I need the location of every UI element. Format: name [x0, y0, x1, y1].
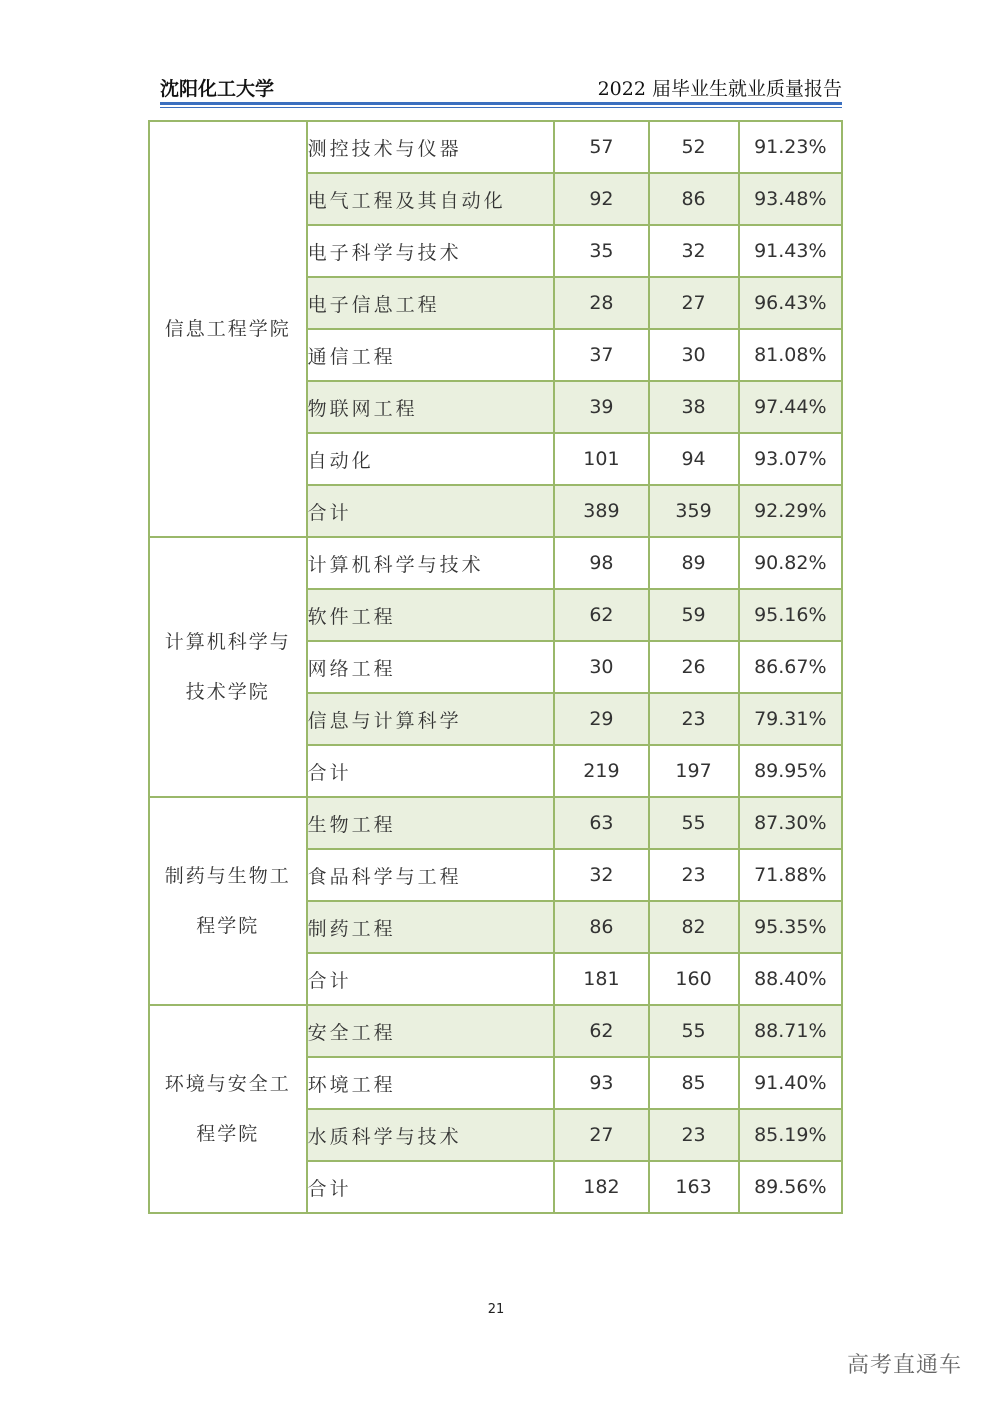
major-name: 电子科学与技术	[307, 225, 555, 277]
graduates-count: 32	[554, 849, 648, 901]
employed-count: 55	[649, 797, 739, 849]
employed-count: 30	[649, 329, 739, 381]
graduates-count: 27	[554, 1109, 648, 1161]
employed-count: 27	[649, 277, 739, 329]
employment-rate: 91.43%	[739, 225, 842, 277]
university-name: 沈阳化工大学	[160, 78, 275, 100]
major-name: 食品科学与工程	[307, 849, 555, 901]
employment-rate: 71.88%	[739, 849, 842, 901]
college-name: 制药与生物工 程学院	[149, 797, 307, 1005]
graduates-count: 35	[554, 225, 648, 277]
employed-count: 85	[649, 1057, 739, 1109]
page-number: 21	[487, 1302, 505, 1317]
table-row	[149, 121, 842, 173]
employed-count: 89	[649, 537, 739, 589]
watermark: 高考直通车	[846, 1353, 962, 1378]
table-row	[149, 1005, 842, 1057]
major-name: 电子信息工程	[307, 277, 555, 329]
table-row	[149, 537, 842, 589]
report-title: 2022 届毕业生就业质量报告	[597, 78, 842, 100]
graduates-count: 29	[554, 693, 648, 745]
graduates-count: 93	[554, 1057, 648, 1109]
employment-rate: 91.40%	[739, 1057, 842, 1109]
employment-rate: 93.48%	[739, 173, 842, 225]
employment-rate: 96.43%	[739, 277, 842, 329]
employment-rate: 91.23%	[739, 121, 842, 173]
employed-count: 55	[649, 1005, 739, 1057]
graduates-count: 62	[554, 589, 648, 641]
employment-rate: 95.35%	[739, 901, 842, 953]
employment-rate: 89.95%	[739, 745, 842, 797]
major-name: 测控技术与仪器	[307, 121, 555, 173]
employment-rate: 92.29%	[739, 485, 842, 537]
major-name: 安全工程	[307, 1005, 555, 1057]
graduates-count: 57	[554, 121, 648, 173]
graduates-count: 182	[554, 1161, 648, 1213]
graduates-count: 39	[554, 381, 648, 433]
graduates-count: 98	[554, 537, 648, 589]
header-rule-thin	[160, 107, 842, 108]
employment-rate: 85.19%	[739, 1109, 842, 1161]
employed-count: 38	[649, 381, 739, 433]
employed-count: 197	[649, 745, 739, 797]
employed-count: 94	[649, 433, 739, 485]
employed-count: 359	[649, 485, 739, 537]
employment-rate: 88.40%	[739, 953, 842, 1005]
employment-rate: 93.07%	[739, 433, 842, 485]
header-rule-thick	[160, 102, 842, 105]
employment-rate: 95.16%	[739, 589, 842, 641]
employment-rate: 87.30%	[739, 797, 842, 849]
major-name: 合计	[307, 485, 555, 537]
major-name: 自动化	[307, 433, 555, 485]
major-name: 合计	[307, 1161, 555, 1213]
major-name: 制药工程	[307, 901, 555, 953]
graduates-count: 101	[554, 433, 648, 485]
college-name: 信息工程学院	[149, 121, 307, 537]
graduates-count: 37	[554, 329, 648, 381]
major-name: 计算机科学与技术	[307, 537, 555, 589]
employment-table	[148, 120, 843, 1214]
major-name: 水质科学与技术	[307, 1109, 555, 1161]
table-row	[149, 797, 842, 849]
employed-count: 160	[649, 953, 739, 1005]
employed-count: 52	[649, 121, 739, 173]
employed-count: 23	[649, 849, 739, 901]
major-name: 合计	[307, 953, 555, 1005]
major-name: 合计	[307, 745, 555, 797]
employed-count: 86	[649, 173, 739, 225]
page-header	[160, 74, 842, 104]
employment-rate: 88.71%	[739, 1005, 842, 1057]
employment-rate: 97.44%	[739, 381, 842, 433]
major-name: 软件工程	[307, 589, 555, 641]
major-name: 环境工程	[307, 1057, 555, 1109]
graduates-count: 219	[554, 745, 648, 797]
employment-rate: 89.56%	[739, 1161, 842, 1213]
major-name: 生物工程	[307, 797, 555, 849]
employed-count: 82	[649, 901, 739, 953]
employed-count: 23	[649, 693, 739, 745]
graduates-count: 28	[554, 277, 648, 329]
graduates-count: 181	[554, 953, 648, 1005]
employment-rate: 90.82%	[739, 537, 842, 589]
employment-rate: 79.31%	[739, 693, 842, 745]
major-name: 物联网工程	[307, 381, 555, 433]
major-name: 网络工程	[307, 641, 555, 693]
graduates-count: 86	[554, 901, 648, 953]
graduates-count: 92	[554, 173, 648, 225]
employed-count: 59	[649, 589, 739, 641]
employed-count: 163	[649, 1161, 739, 1213]
college-name: 环境与安全工 程学院	[149, 1005, 307, 1213]
major-name: 信息与计算科学	[307, 693, 555, 745]
employment-rate: 81.08%	[739, 329, 842, 381]
major-name: 电气工程及其自动化	[307, 173, 555, 225]
college-name: 计算机科学与 技术学院	[149, 537, 307, 797]
graduates-count: 62	[554, 1005, 648, 1057]
graduates-count: 30	[554, 641, 648, 693]
employment-rate: 86.67%	[739, 641, 842, 693]
employed-count: 23	[649, 1109, 739, 1161]
graduates-count: 389	[554, 485, 648, 537]
employed-count: 32	[649, 225, 739, 277]
graduates-count: 63	[554, 797, 648, 849]
employed-count: 26	[649, 641, 739, 693]
major-name: 通信工程	[307, 329, 555, 381]
